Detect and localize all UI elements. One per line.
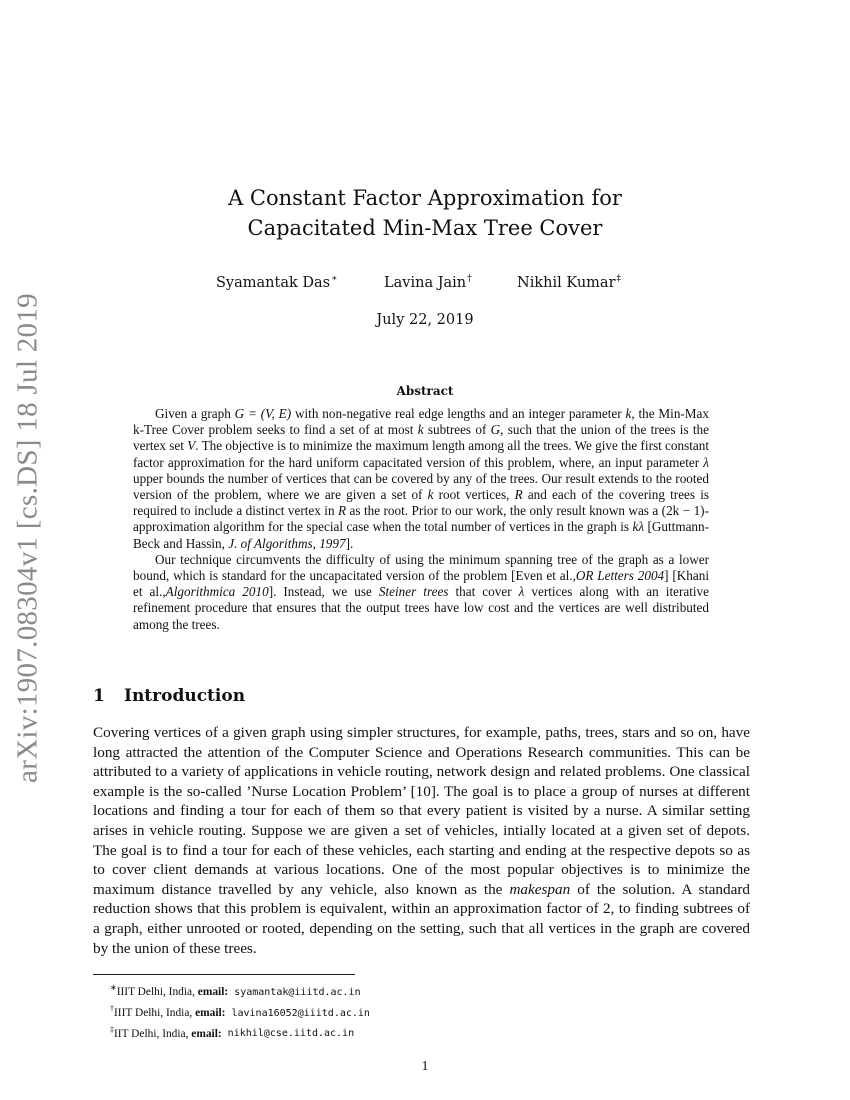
arxiv-identifier: arXiv:1907.08304v1 [cs.DS] 18 Jul 2019 [11, 293, 44, 783]
footnote-email[interactable]: syamantak@iiitd.ac.in [234, 986, 361, 998]
math-run: λ [703, 454, 709, 470]
footnote-1 [110, 980, 370, 1001]
math-run: V [187, 438, 196, 454]
citation-venue: OR Letters 2004 [575, 568, 665, 584]
footnotes [110, 980, 370, 1042]
math-run: k [427, 487, 434, 503]
author-name: Lavina Jain [384, 274, 467, 291]
author-mark: ‡ [616, 274, 622, 284]
citation-venue: Algorithmica 2010 [165, 584, 269, 600]
text-run: subtrees of [423, 422, 491, 438]
footnote-email-label: email: [195, 1006, 226, 1019]
footnote-affiliation: IIT Delhi, India, [114, 1027, 192, 1040]
math-run: G [490, 422, 501, 438]
math-run: (2k − 1) [661, 503, 705, 519]
title-line-1: A Constant Factor Approximation for [228, 186, 622, 210]
text-run: Our technique circumvents the difficulty of using the minimum spanning tree of the graph as a lower bound, which is standard for the uncapacitated version of the problem [Even et al., [133, 551, 709, 584]
section-title: Introduction [124, 686, 246, 706]
text-run: [Guttmann-Beck and Hassin, [133, 519, 710, 551]
emphasis-run: Steiner trees [378, 584, 449, 600]
section-heading-introduction [93, 686, 245, 706]
citation-venue: J. of Algorithms, 1997 [228, 535, 346, 551]
math-run: kλ [632, 519, 645, 535]
text-run: Covering vertices of a given graph using simpler structures, for example, paths, trees, stars and so on, have long attracted the attention of the Computer Science and Operations Research communities. This can be attributed to a variety of applications in vehicle routing, network design and related problems. One classical example is the so-called ’Nurse Location Problem’ [10]. The goal is to place a group of nurses at different locations and finding a tour for each of them so that every patient is visited by a nurse. A similar setting arises in vehicle routing. Suppose we are given a set of vehicles, intially located at a given set of depots. The goal is to find a tour for each of these vehicles, each starting and ending at the respective depots so as to cover client demands at various locations. One of the most popular objectives is to minimize the maximum distance travelled by any vehicle, also known as the [93, 724, 750, 898]
footnote-email[interactable]: nikhil@cse.iitd.ac.in [227, 1028, 355, 1040]
text-run: of the solution. A standard reduction shows that this problem is equivalent, within an approximation factor of 2, to finding subtrees of a graph, either unrooted or rooted, depending on the setting, such that all vertices in the graph are covered by the union of these trees. [93, 880, 750, 957]
math-run: λ [518, 584, 525, 600]
abstract-heading: Abstract [396, 384, 454, 398]
footnote-mark: † [110, 1003, 114, 1013]
text-run: -approximation algorithm for the special case when the total number of vertices in the graph is [133, 503, 709, 535]
math-run: k [625, 406, 632, 421]
text-run: ]. [345, 535, 354, 551]
text-run: and each of the covering trees is required to include a distinct vertex in [133, 487, 710, 519]
text-run: upper bounds the number of vertices that can be covered by any of the trees. Our result extends to the rooted version of the problem, where we are given a set of [133, 470, 709, 503]
footnote-3 [110, 1022, 370, 1043]
page-number: 1 [421, 1059, 429, 1074]
text-run: . The objective is to minimize the maximum length among all the trees. We give the first constant factor approximation for the hard uniform capacitated version of this problem, where, an input parameter [133, 438, 710, 470]
text-run: Given a graph [155, 406, 235, 421]
author-name: Syamantak Das [216, 274, 331, 291]
footnote-mark: ∗ [110, 983, 117, 992]
math-run: G = (V, E) [234, 406, 292, 421]
author-1 [216, 274, 337, 291]
footnote-affiliation: IIIT Delhi, India, [116, 985, 198, 998]
emphasis-run: makespan [509, 880, 571, 898]
arxiv-side-stamp [0, 278, 56, 798]
abstract-paragraph-2 [133, 552, 709, 633]
footnote-affiliation: IIIT Delhi, India, [114, 1006, 196, 1019]
abstract-paragraph-1 [133, 406, 709, 552]
section-number: 1 [93, 686, 105, 706]
text-run: root vertices, [433, 487, 515, 503]
text-run: vertices along with an iterative refinement procedure that ensures that the output trees have low cost and the vertices are well distributed among the trees. [133, 584, 709, 632]
footnote-email[interactable]: lavina16052@iiitd.ac.in [231, 1007, 370, 1019]
text-run: ] [Khani et al., [133, 568, 710, 600]
text-run: , the Min-Max k-Tree Cover problem seeks to find a set of at most [133, 406, 709, 438]
paper-date: July 22, 2019 [376, 312, 474, 328]
text-run: that cover [448, 584, 519, 600]
author-mark: † [467, 274, 472, 284]
text-run: as the root. Prior to our work, the only result known was a [346, 503, 662, 519]
title-line-2: Capacitated Min-Max Tree Cover [247, 216, 603, 240]
introduction-body [93, 723, 750, 958]
author-mark: ∗ [331, 274, 338, 284]
text-run: ]. Instead, we use [268, 584, 379, 600]
author-2 [384, 274, 472, 291]
text-run: , such that the union of the trees is the vertex set [133, 422, 710, 454]
abstract-body [133, 406, 709, 633]
footnote-email-label: email: [191, 1027, 222, 1040]
author-list [0, 274, 850, 298]
math-run: R [338, 503, 347, 519]
math-run: R [514, 487, 523, 503]
footnote-rule [93, 974, 355, 975]
paper-title [0, 183, 850, 243]
author-name: Nikhil Kumar [517, 274, 616, 291]
text-run: with non-negative real edge lengths and an integer parameter [291, 406, 626, 421]
math-run: k [417, 422, 424, 438]
footnote-email-label: email: [197, 985, 229, 998]
footnote-2 [110, 1001, 370, 1022]
introduction-paragraph [93, 723, 750, 958]
footnote-mark: ‡ [110, 1024, 114, 1034]
author-3 [517, 274, 621, 291]
